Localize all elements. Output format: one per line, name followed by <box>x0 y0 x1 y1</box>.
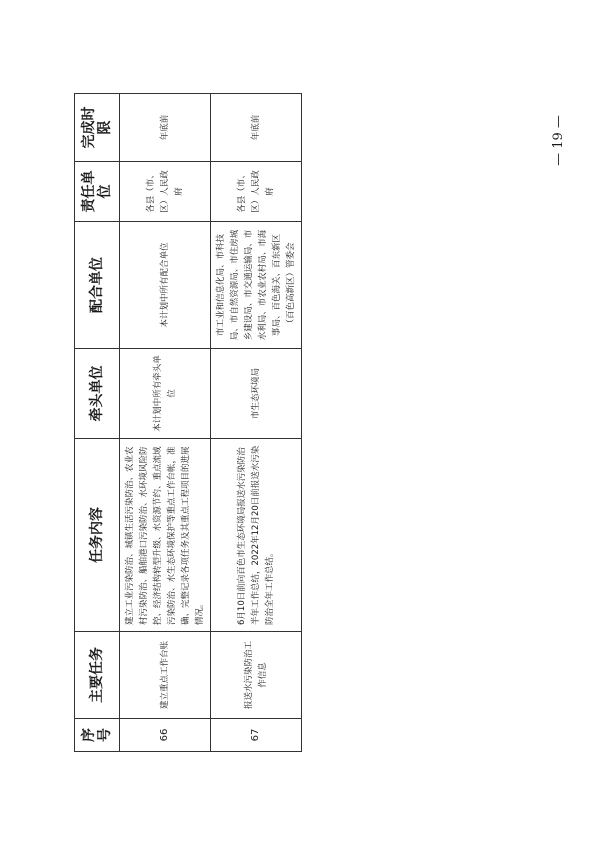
table-row <box>120 94 211 752</box>
row-coop-unit: 市工业和信息化局、市科技局、市自然资源局、市住房城乡建设局、市交通运输局、市水利局、市农业农村局、市海事局、百色海关、百东新区（百色高新区）管委会 <box>211 222 302 349</box>
header-seq: 序号 <box>75 719 120 752</box>
row-coop-unit: 本计划中所有配合单位 <box>120 222 211 349</box>
header-main-task: 主要任务 <box>75 632 120 719</box>
table-row <box>211 94 302 752</box>
row-deadline: 年底前 <box>211 94 302 162</box>
row-lead-unit: 市生态环境局 <box>211 349 302 439</box>
header-coop-unit: 配合单位 <box>75 222 120 349</box>
header-resp-unit: 责任单位 <box>75 162 120 222</box>
task-table <box>74 93 302 752</box>
task-table-rotated <box>74 94 299 752</box>
page-number-text: — 19 — <box>550 114 566 166</box>
row-lead-unit: 本计划中所有牵头单位 <box>120 349 211 439</box>
header-task-content: 任务内容 <box>75 439 120 632</box>
table-header-row <box>75 94 120 752</box>
header-deadline: 完成时限 <box>75 94 120 162</box>
row-seq: 66 <box>120 719 211 752</box>
row-task-content: 建立工业污染防治、城镇生活污染防治、农业农村污染防治、船舶港口污染防治、水环境风险防控、经济结构转型升级、水资源节约、重点流域污染防治、水生态环境保护等重点工作台帐，准确、完整记录各项任务及其重点工程项目的进展情况。 <box>120 439 211 632</box>
row-task-content: 6月10日前向百色市生态环境局报送水污染防治半年工作总结，2022年12月20日前报送水污染防治全年工作总结。 <box>211 439 302 632</box>
row-main-task: 报送水污染防治工作信息 <box>211 632 302 719</box>
row-resp-unit: 各县（市、区）人民政府 <box>211 162 302 222</box>
row-main-task: 建立重点工作台账 <box>120 632 211 719</box>
row-resp-unit: 各县（市、区）人民政府 <box>120 162 211 222</box>
page-number <box>538 100 578 180</box>
row-deadline: 年底前 <box>120 94 211 162</box>
row-seq: 67 <box>211 719 302 752</box>
header-lead-unit: 牵头单位 <box>75 349 120 439</box>
